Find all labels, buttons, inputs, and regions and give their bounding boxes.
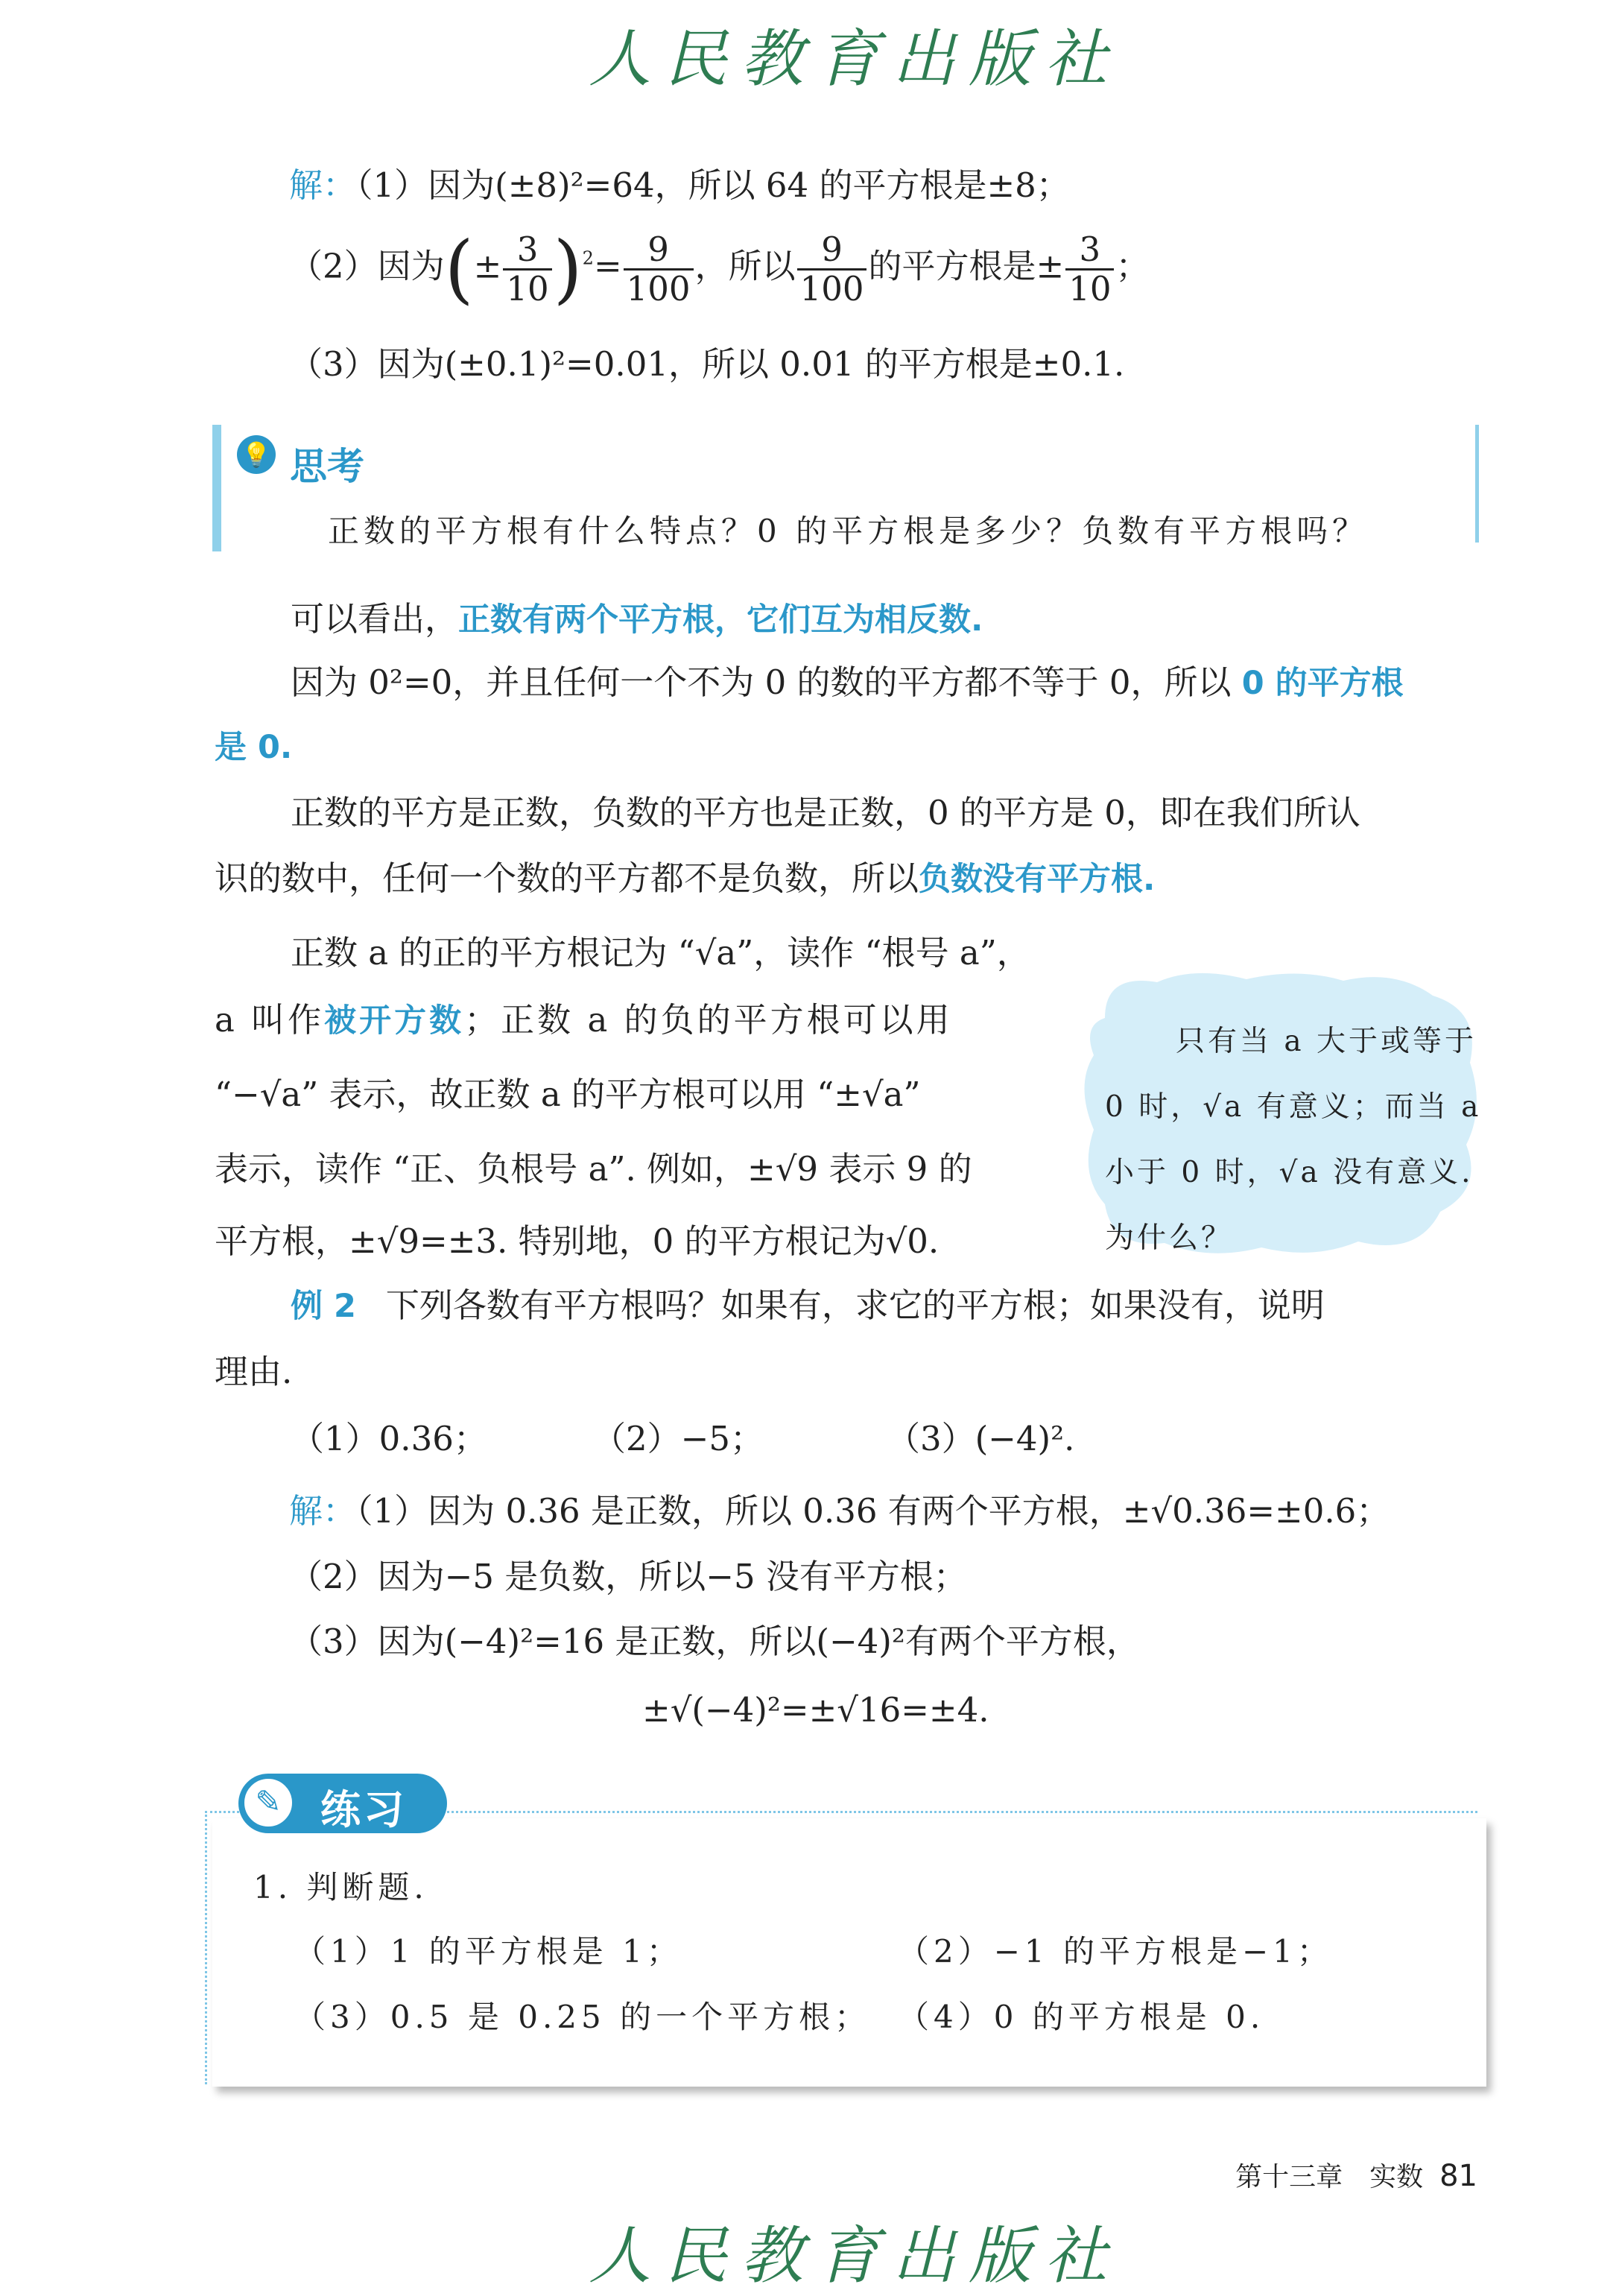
example-2-solution-1: 解：（1）因为 0.36 是正数，所以 0.36 有两个平方根，±√0.36=±0.6；	[289, 1491, 1390, 1531]
example-2-item-2: （2）−5；	[592, 1419, 764, 1458]
term-radicand: 被开方数	[324, 1002, 465, 1040]
exercise-item-2: （2）−1 的平方根是−1；	[898, 1933, 1333, 1970]
solution-label: 解：	[289, 165, 357, 205]
paragraph-2-line-2: 是 0.	[215, 729, 293, 766]
example-2-item-3: （3）(−4)².	[887, 1419, 1075, 1458]
think-question: 正数的平方根有什么特点？0 的平方根是多少？负数有平方根吗？	[328, 513, 1369, 549]
solution-1-line-1: 解：（1）因为(±8)²=64，所以 64 的平方根是±8；	[289, 165, 1070, 205]
example-2-question-line-1: 例 2 下列各数有平方根吗？如果有，求它的平方根；如果没有，说明	[291, 1285, 1325, 1325]
chapter-title: 第十三章 实数	[1235, 2162, 1424, 2192]
pencil-icon: ✎	[241, 1775, 296, 1830]
page-number: 81	[1439, 2159, 1477, 2193]
fraction-9-100-b: $\frac{9}{100}$	[797, 231, 867, 307]
paragraph-4-line-5: 平方根，±√9=±3. 特别地，0 的平方根记为√0.	[215, 1221, 940, 1261]
key-point-zero-root: 0 的平方根	[1241, 665, 1404, 702]
fraction-9-100: $\frac{9}{100}$	[624, 231, 694, 307]
exercise-title: 练习	[320, 1786, 407, 1833]
paragraph-2-line-1: 因为 0²=0，并且任何一个不为 0 的数的平方都不等于 0，所以 0 的平方根	[291, 662, 1404, 702]
paragraph-4-line-2: a 叫作被开方数；正数 a 的负的平方根可以用	[215, 1000, 953, 1040]
paragraph-4-line-3: “−√a” 表示，故正数 a 的平方根可以用 “±√a”	[215, 1075, 921, 1114]
cloud-note-line-4: 为什么？	[1105, 1221, 1234, 1255]
publisher-logo-bottom: 人民教育出版社	[589, 2219, 1121, 2292]
cloud-note-line-3: 小于 0 时，√a 没有意义.	[1105, 1156, 1474, 1189]
paragraph-3-line-2: 识的数中，任何一个数的平方都不是负数，所以负数没有平方根.	[215, 858, 1156, 898]
think-box	[212, 425, 1479, 551]
page-footer	[1235, 2156, 1477, 2194]
paragraph-1: 可以看出，正数有两个平方根，它们互为相反数.	[291, 599, 983, 639]
solution-1-line-2: （2）因为(± $\frac{3}{10}$ )$^2$= $\frac{9}{100}$ ，所以 $\frac{9}{100}$ 的平方根是± $\frac{3}{10}$ ；	[289, 225, 1150, 312]
solution-1-line-3: （3）因为(±0.1)²=0.01，所以 0.01 的平方根是±0.1.	[289, 344, 1125, 384]
exercise-question-1: 1. 判断题.	[253, 1869, 428, 1906]
exercise-item-1: （1）1 的平方根是 1；	[294, 1933, 682, 1970]
cloud-note-line-2: 0 时，√a 有意义；而当 a	[1105, 1090, 1482, 1124]
key-point-positive-roots: 正数有两个平方根，它们互为相反数.	[458, 601, 983, 639]
cloud-note-line-1: 只有当 a 大于或等于	[1176, 1025, 1477, 1058]
exercise-item-4: （4）0 的平方根是 0.	[898, 1999, 1265, 2035]
exercise-item-3: （3）0.5 是 0.25 的一个平方根；	[294, 1999, 871, 2035]
think-title: 思考	[290, 445, 364, 488]
example-2-solution-label: 解：	[289, 1491, 357, 1531]
example-2-item-1: （1）0.36；	[291, 1419, 487, 1458]
lightbulb-icon: 💡	[237, 435, 276, 474]
paragraph-3-line-1: 正数的平方是正数，负数的平方也是正数，0 的平方是 0，即在我们所认	[291, 793, 1360, 832]
paragraph-4-line-4: 表示，读作 “正、负根号 a”. 例如，±√9 表示 9 的	[215, 1149, 972, 1189]
think-box-left-bar	[212, 425, 221, 551]
fraction-3-10: $\frac{3}{10}$	[503, 231, 551, 307]
fraction-3-10-b: $\frac{3}{10}$	[1065, 231, 1114, 307]
publisher-logo-top: 人民教育出版社	[589, 22, 1121, 95]
cloud-note	[1075, 966, 1485, 1261]
example-2-solution-2: （2）因为−5 是负数，所以−5 没有平方根；	[289, 1557, 967, 1596]
think-box-right-bar	[1475, 425, 1479, 543]
paragraph-4-line-1: 正数 a 的正的平方根记为 “√a”，读作 “根号 a”，	[291, 933, 1030, 973]
example-2-solution-4: ±√(−4)²=±√16=±4.	[642, 1690, 989, 1730]
example-2-solution-3: （3）因为(−4)²=16 是正数，所以(−4)²有两个平方根，	[289, 1622, 1140, 1661]
example-2-question-line-2: 理由.	[215, 1352, 293, 1391]
example-2-label: 例 2	[291, 1288, 356, 1325]
key-point-negative-no-root: 负数没有平方根.	[919, 861, 1156, 898]
